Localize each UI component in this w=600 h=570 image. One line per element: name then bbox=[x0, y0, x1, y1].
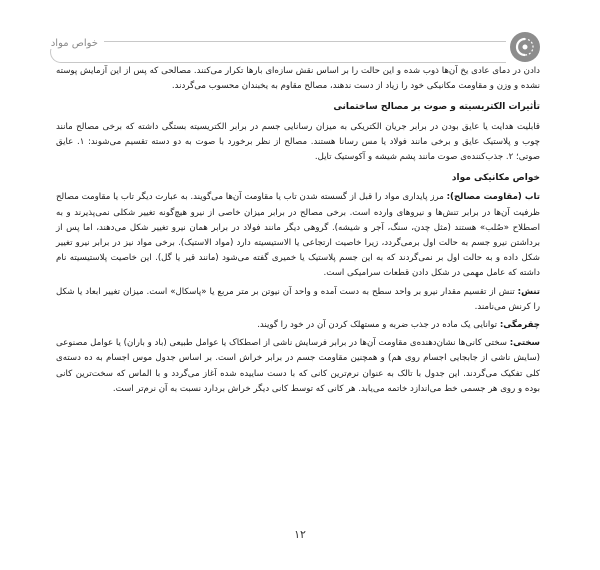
electricity-sound-paragraph: قابلیت هدایت یا عایق بودن در برابر جریان الکتریکی به میزان رسانایی جسم در برابر الکتریسیته بستگی داشته که برخی مصالح مانند چوب و پلاستیک عایق و برخی مانند فولاد یا مس رسانا هستند. مصالح از نظر برخورد با صوت به دو دسته تقسیم می‌شوند: ۱. عایق صوتی؛ ۲. جذب‌کننده‌ی صوت مانند پشم شیشه و آکوستیک تایل. bbox=[56, 121, 540, 163]
term-stress: تنش: bbox=[517, 286, 540, 297]
toughness-text: توانایی یک ماده در جذب ضربه و مستهلک کردن آن در خود را گویند. bbox=[257, 320, 500, 331]
term-strength: تاب (مقاومت مصالح): bbox=[446, 192, 540, 203]
term-hardness: سختی: bbox=[509, 338, 540, 349]
page-body bbox=[56, 64, 540, 400]
toughness-paragraph bbox=[56, 318, 540, 333]
hardness-text: سختی کانی‌ها نشان‌دهنده‌ی مقاومت آن‌ها در برابر فرسایش ناشی از اصطکاک یا عوامل طبیعی (باد و باران) یا عوامل مصنوعی (سایش ناشی از جابجایی اجسام روی هم) و همچنین مقاومت جسم در برابر خراش است. بر اساس جدول موس اجسام به ده دسته‌ی کلی تفکیک می‌گردند. این جدول با تالک به عنوان نرم‌ترین کانی که با دست ساییده شده آغاز می‌گردد و با الماس که سخت‌ترین کانی بوده و روی هر جسمی خط می‌اندازد خاتمه می‌یابد. هر کانی که توسط کانی دیگر خراش بردارد نسبت به آن نرم‌تر است. bbox=[56, 338, 540, 394]
intro-paragraph: دادن در دمای عادی یخ آن‌ها ذوب شده و این حالت را بر اساس نقش سازه‌ای بارها تکرار می‌کنند. مصالحی که پس از این آزمایش پوسته نشده و وزن و مقاومت مکانیکی خود را زیاد از دست ندهند، مصالح مقاوم به یخبندان محسوب می‌گردند. bbox=[56, 66, 540, 92]
section-heading-mechanical-properties: خواص مکانیکی مواد bbox=[451, 173, 540, 184]
section-heading-electricity-sound: تأثیرات الکتریسیته و صوت بر مصالح ساختمانی bbox=[333, 102, 540, 113]
hardness-paragraph bbox=[56, 336, 540, 397]
header-rule bbox=[50, 41, 506, 63]
publisher-logo-icon bbox=[510, 32, 540, 62]
strength-paragraph bbox=[56, 190, 540, 281]
term-toughness: چقرمگی: bbox=[499, 320, 540, 331]
page-header bbox=[50, 30, 540, 56]
strength-text: مرز پایداری مواد را قبل از گسسته شدن تاب یا مقاومت آن‌ها می‌گویند. به عبارت دیگر تاب یا مقاومت مصالح ظرفیت آن‌ها در برابر تنش‌ها و نیروهای وارده است. برخی مصالح در برابر میزان خاصی از نیرو هیچ‌گونه تغییر شکلی نمی‌پذیرند و به اصطلاح «صُلب» هستند (مثل چدن، سنگ، آجر و شیشه). گروهی دیگر مانند فولاد در برابر همان نیرو تغییر شکل می‌دهند، اما پس از برداشتن نیرو جسم به حالت اول برمی‌گردد، زیرا خاصیت ارتجاعی یا الاستیسیته دارد (مواد الاستیک). برخی مواد نیز در برابر نیرو تغییر شکل داده و به حالت اول بر نمی‌گردند که به این جسم پلاستیک یا خمیری گفته می‌شود (مانند قیر یا گل). این خاصیت پلاستیسیته نام داشته که عامل مهمی در شکل دادن قطعات سرامیکی است. bbox=[56, 192, 540, 279]
running-header-title: خواص مواد bbox=[45, 38, 104, 49]
page-number: ۱۲ bbox=[294, 528, 306, 541]
stress-paragraph bbox=[56, 285, 540, 315]
stress-text: تنش از تقسیم مقدار نیرو بر واحد سطح به دست آمده و واحد آن نیوتن بر متر مربع یا «پاسکال» است. میزان تغییر ابعاد یا شکل را کرنش می‌نامند. bbox=[56, 286, 540, 312]
